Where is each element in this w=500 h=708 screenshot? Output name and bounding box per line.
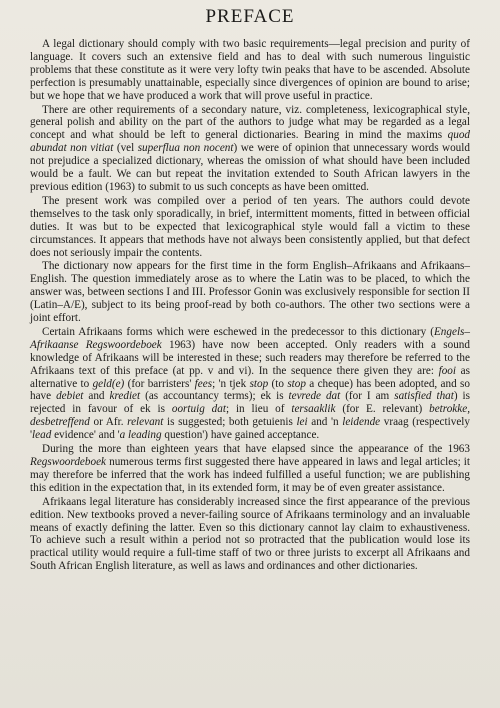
text-run: question') have gained acceptance. bbox=[161, 429, 320, 442]
paragraph bbox=[30, 38, 470, 103]
text-run: (for I am bbox=[340, 390, 395, 403]
text-run: (as accountancy terms); ek is bbox=[140, 390, 289, 403]
text-run: Certain Afrikaans forms which were eschewed in the predecessor to this dictionary ( bbox=[42, 325, 434, 338]
paragraph bbox=[30, 195, 470, 260]
italic-term: quod abundat non vitiat bbox=[30, 129, 470, 155]
text-run: ) is rejected in favour of ek is bbox=[30, 390, 471, 416]
italic-term: fees bbox=[194, 377, 213, 390]
text-run: numerous terms first suggested there have appeared in laws and legal articles; it may therefore be inferred that the work has indeed fulfilled a useful function; we are publishing this edition in the expectation that, in its extended form, it may be of even greater assistance. bbox=[30, 456, 470, 494]
italic-term: debiet bbox=[56, 390, 84, 403]
text-run: Afrikaans legal literature has considerably increased since the first appearance of the previous edition. New textbooks proved a never-failing source of Afrikaans terminology and an invaluable means of exactly defining the latter. Even so this dictionary cannot lay claim to exhaustiveness. To achieve such a result within a period not so protracted that the publication would lose its practical utility would require a full-time staff of two or three jurists to excerpt all Afrikaans and South African English literature, as well as laws and ordinances and other dictionaries. bbox=[30, 495, 470, 573]
text-run: and bbox=[83, 390, 110, 403]
italic-term: krediet bbox=[109, 390, 141, 403]
italic-term: leidende bbox=[342, 416, 381, 429]
italic-term: Engels–Afrikaanse Regswoordeboek bbox=[30, 325, 470, 351]
text-run: vraag (respectively ' bbox=[30, 416, 470, 442]
text-run: (vel bbox=[113, 142, 138, 155]
text-run: evidence' and ' bbox=[51, 429, 120, 442]
text-run: and 'n bbox=[307, 416, 343, 429]
text-run: ) we were of opinion that unnecessary words would not prejudice a specialized dictionary, whereas the omission of what should have been included would be a fault. We can but repeat the invitation extended to South African lawyers in the previous edition (1963) to submit to us such concepts as have been omitted. bbox=[30, 142, 470, 193]
text-run: The present work was compiled over a period of ten years. The authors could devote themselves to the task only sporadically, in brief, intermittent moments, fitted in between official duties. It was but to be expected that lexicographical style would fall a victim to these circumstances. It appears that methods have not always been consistently applied, but that defect does not seriously impair the contents. bbox=[30, 194, 470, 259]
paragraph bbox=[30, 260, 470, 325]
paragraph bbox=[30, 443, 470, 495]
text-run: During the more than eighteen years that have elapsed since the appearance of the 1963 bbox=[42, 443, 470, 456]
italic-term: oortuig dat bbox=[171, 403, 226, 416]
text-run: (for E. relevant) bbox=[335, 403, 430, 416]
text-run: ; 'n tjek bbox=[212, 377, 250, 390]
italic-term: stop bbox=[249, 377, 269, 390]
text-run: (to bbox=[268, 377, 288, 390]
italic-term: tevrede dat bbox=[288, 390, 341, 403]
text-run: is suggested; both getuienis bbox=[163, 416, 297, 429]
text-run: There are other requirements of a secondary nature, viz. completeness, lexicographical style, general polish and ability on the part of the authors to judge what may be regarded as a legal concept and what should be left to general dictionaries. Bearing in mind the maxims bbox=[30, 103, 470, 142]
text-run: a cheque) has been adopted, and so have bbox=[30, 377, 470, 403]
page-title: PREFACE bbox=[205, 6, 295, 27]
italic-term: betrokke, desbetreffend bbox=[30, 403, 471, 429]
italic-term: a leading bbox=[119, 429, 162, 442]
italic-term: stop bbox=[287, 377, 306, 390]
italic-term: Regswoordeboek bbox=[30, 456, 107, 468]
text-run: as alternative to bbox=[30, 364, 470, 390]
text-run: ; in lieu of bbox=[225, 403, 292, 416]
italic-term: superflua non nocent bbox=[137, 142, 234, 155]
italic-term: fooi bbox=[438, 364, 456, 377]
text-run: The dictionary now appears for the first time in the form English–Afrikaans and Afrikaans–English. The question immediately arose as to where the Latin was to be placed, to which the answer was, between sections I and III. Professor Gonin was exclusively responsible for section II (Latin–A/E), subject to its being proof-read by both co-authors. The other two sections were a joint effort. bbox=[30, 260, 470, 325]
text-run: 1963) have now been accepted. Only readers with a sound knowledge of Afrikaans will be interested in these; such readers may therefore be referred to the Afrikaans text of this preface (at pp. v and vi). In the sequence there given they are: bbox=[30, 338, 470, 377]
paragraph bbox=[30, 496, 470, 573]
italic-term: satisfied that bbox=[394, 390, 454, 403]
italic-term: lead bbox=[32, 429, 52, 442]
text-run: (for barristers' bbox=[124, 377, 195, 390]
text-run: A legal dictionary should comply with two basic requirements—legal precision and purity of language. It covers such an extensive field and has to deal with such numerous linguistic problems that these constitute as it were very lofty twin peaks that have to be ascended. Absolute perfection is presumably unattainable, especially since divergences of opinion are bound to arise; but we hope that we have produced a work that will prove useful in practice. bbox=[30, 38, 470, 102]
preface-body bbox=[30, 38, 470, 573]
paragraph bbox=[30, 326, 470, 442]
paragraph bbox=[30, 104, 470, 194]
italic-term: geld(e) bbox=[92, 377, 125, 390]
text-run: or Afr. bbox=[89, 416, 128, 429]
italic-term: lei bbox=[296, 416, 308, 429]
italic-term: relevant bbox=[127, 416, 164, 429]
italic-term: tersaaklik bbox=[291, 403, 336, 416]
